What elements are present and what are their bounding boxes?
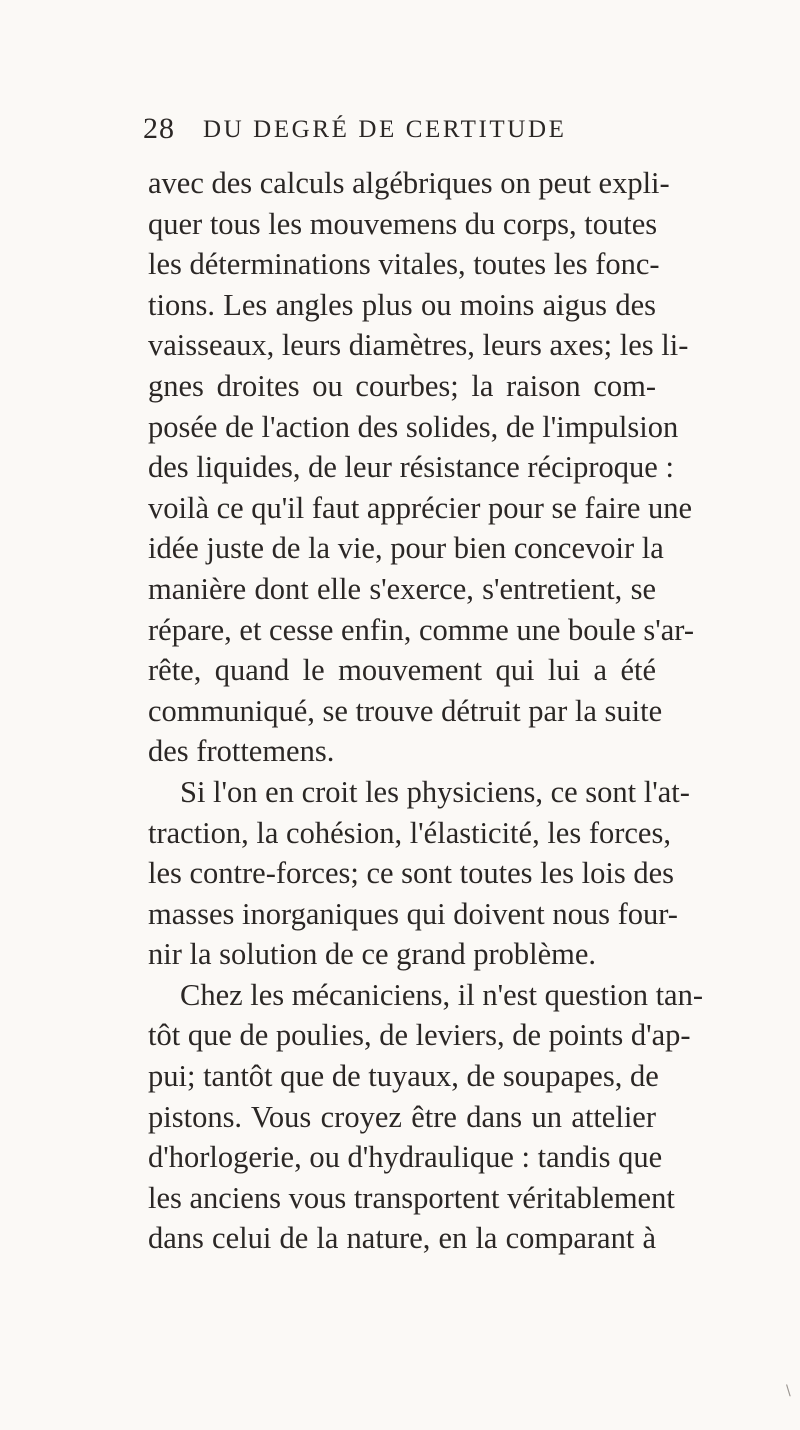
text-line: Si l'on en croit les physiciens, ce sont l'at-: [180, 774, 690, 809]
text-line: traction, la cohésion, l'élasticité, les forces,: [148, 815, 671, 850]
text-line: communiqué, se trouve détruit par la suite: [148, 693, 663, 728]
text-line: pui; tantôt que de tuyaux, de soupapes, de: [148, 1059, 659, 1094]
text-line: voilà ce qu'il faut apprécier pour se faire une: [148, 490, 693, 525]
text-line: d'horlogerie, ou d'hydraulique : tandis que: [148, 1140, 663, 1175]
text-line: les déterminations vitales, toutes les fonc-: [148, 247, 660, 282]
running-title: DU DEGRÉ DE CERTITUDE: [203, 116, 567, 143]
text-line: vaisseaux, leurs diamètres, leurs axes; les li-: [148, 328, 689, 363]
text-line: posée de l'action des solides, de l'impulsion: [148, 409, 679, 444]
body-text: [148, 163, 703, 1259]
text-line: tions. Les angles plus ou moins aigus des: [148, 287, 656, 322]
text-line: quer tous les mouvemens du corps, toutes: [148, 206, 658, 241]
running-head: [143, 112, 663, 152]
text-line: Chez les mécaniciens, il n'est question tan-: [180, 977, 703, 1012]
text-line: tôt que de poulies, de leviers, de points d'ap-: [148, 1018, 691, 1053]
stray-mark: \: [786, 1383, 791, 1399]
text-line: dans celui de la nature, en la comparant à: [148, 1221, 656, 1256]
text-line: les contre-forces; ce sont toutes les lois des: [148, 856, 674, 891]
text-line: masses inorganiques qui doivent nous four-: [148, 896, 678, 931]
text-line: idée juste de la vie, pour bien concevoir la: [148, 531, 664, 566]
text-line: gnes droites ou courbes; la raison com-: [148, 368, 656, 403]
text-line: nir la solution de ce grand problème.: [148, 937, 597, 972]
text-line: rête, quand le mouvement qui lui a été: [148, 653, 656, 688]
page-number: 28: [143, 112, 175, 145]
text-line: des liquides, de leur résistance réciproque :: [148, 450, 674, 485]
text-line: manière dont elle s'exerce, s'entretient, se: [148, 571, 656, 606]
text-line: répare, et cesse enfin, comme une boule s'ar-: [148, 612, 695, 647]
text-line: pistons. Vous croyez être dans un attelier: [148, 1099, 656, 1134]
text-line: les anciens vous transportent véritablement: [148, 1180, 675, 1215]
text-line: des frottemens.: [148, 734, 335, 769]
text-line: avec des calculs algébriques on peut expli-: [148, 166, 670, 200]
